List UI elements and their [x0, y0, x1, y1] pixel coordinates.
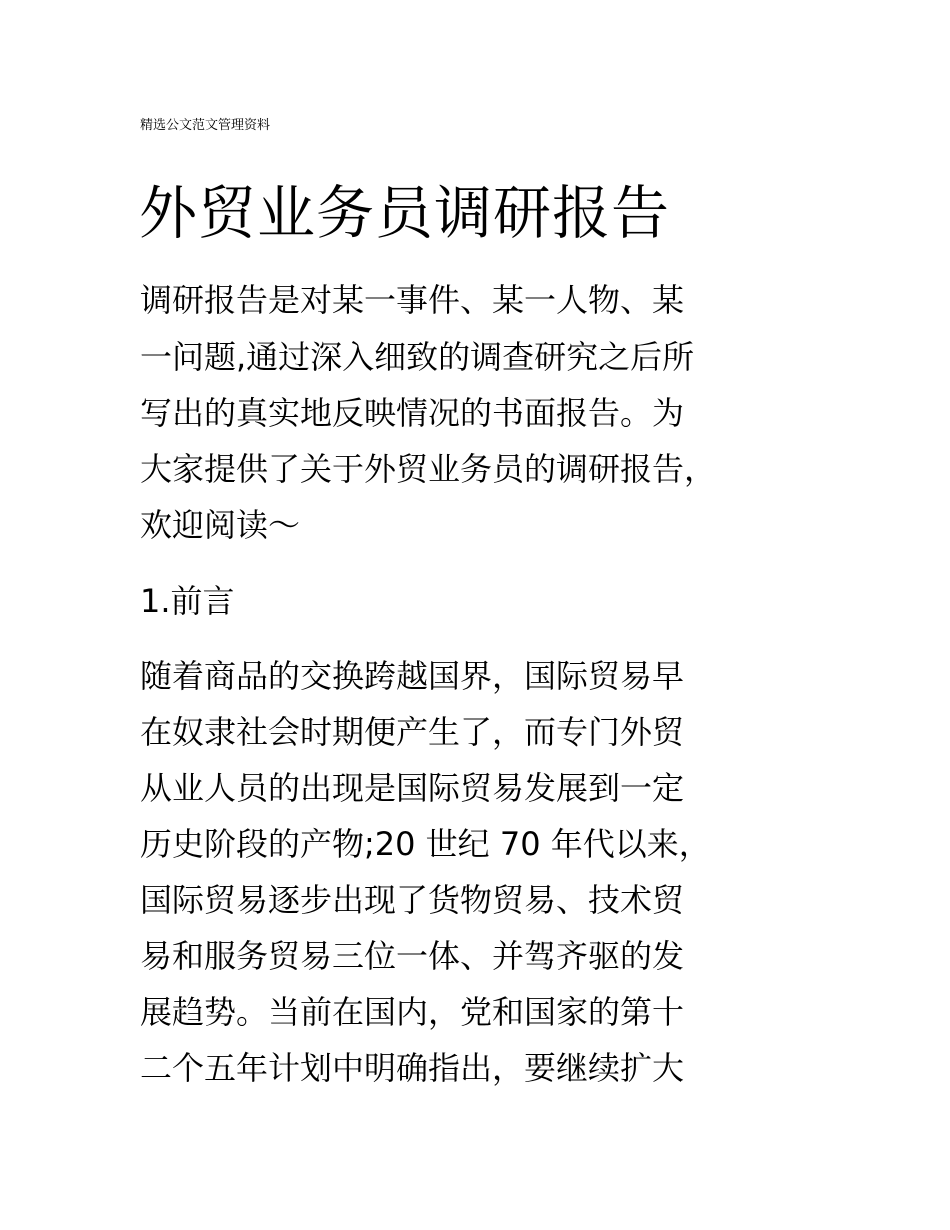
intro-line: 一问题,通过深入细致的调查研究之后所: [140, 338, 695, 376]
intro-line: 大家提供了关于外贸业务员的调研报告，: [140, 450, 717, 488]
section-line: 易和服务贸易三位一体、并驾齐驱的发: [140, 937, 685, 975]
header-label: 精选公文范文管理资料: [140, 118, 271, 133]
intro-line: 欢迎阅读～: [140, 506, 301, 544]
section-line: 从业人员的出现是国际贸易发展到一定: [140, 769, 685, 807]
section-line: 国际贸易逐步出现了货物贸易、技术贸: [140, 881, 685, 919]
section-line: 二个五年计划中明确指出，要继续扩大: [140, 1049, 685, 1087]
intro-line: 写出的真实地反映情况的书面报告。为: [140, 394, 685, 432]
section-line: 历史阶段的产物;20 世纪 70 年代以来，: [140, 825, 711, 863]
section-line: 随着商品的交换跨越国界，国际贸易早: [140, 657, 685, 695]
section-heading: 1.前言: [140, 582, 235, 620]
document-title: 外贸业务员调研报告: [139, 179, 671, 247]
section-line: 在奴隶社会时期便产生了，而专门外贸: [140, 713, 685, 751]
section-line: 展趋势。当前在国内，党和国家的第十: [140, 993, 685, 1031]
intro-line: 调研报告是对某一事件、某一人物、某: [140, 281, 685, 319]
